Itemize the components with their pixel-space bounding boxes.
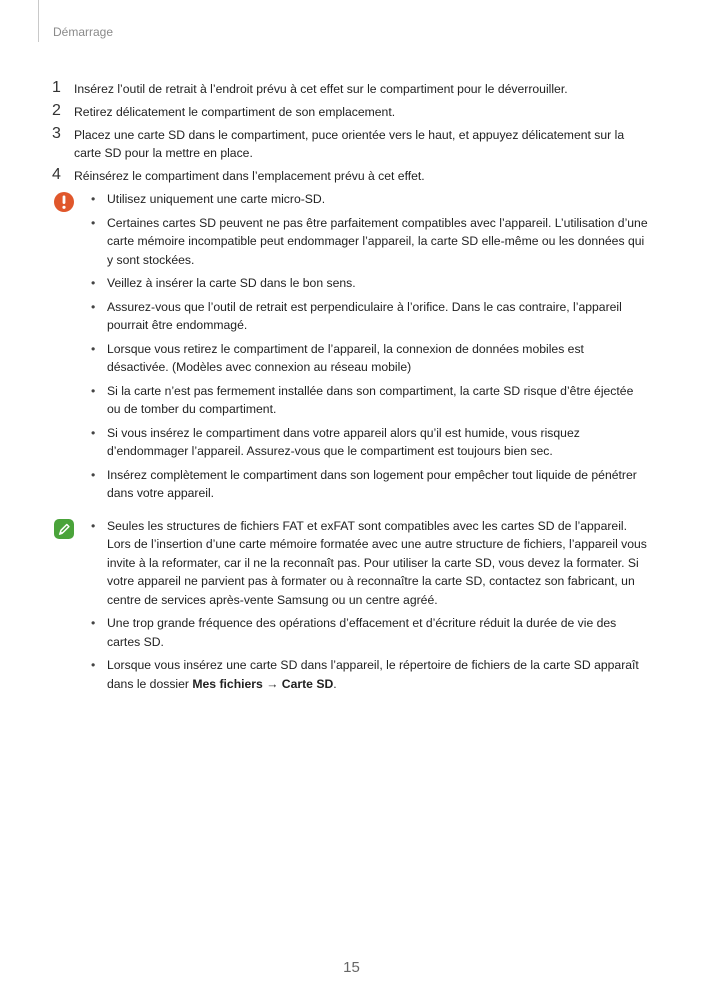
note-text: Lorsque vous insérez une carte SD dans l’appareil, le répertoire de fichiers de la carte SD apparaît dans le dossier xyxy=(107,658,639,691)
list-item: • Si la carte n’est pas fermement installée dans son compartiment, la carte SD risque d’être éjectée ou de tomber du compartiment. xyxy=(88,382,648,419)
note-text-end: . xyxy=(333,676,337,691)
list-item: • Utilisez uniquement une carte micro-SD. xyxy=(88,190,648,209)
note-block xyxy=(52,517,648,694)
note-pencil-icon xyxy=(53,518,75,540)
list-item: • Veillez à insérer la carte SD dans le bon sens. xyxy=(88,274,648,293)
caution-list xyxy=(88,190,648,503)
step-2 xyxy=(52,103,648,121)
page-content xyxy=(52,80,648,698)
caution-block xyxy=(52,190,648,503)
caution-icon-dot xyxy=(62,206,65,209)
step-1 xyxy=(52,80,648,98)
section-title: Démarrage xyxy=(53,25,114,39)
step-number: 2 xyxy=(52,102,61,119)
list-item: • Assurez-vous que l’outil de retrait est perpendiculaire à l’orifice. Dans le cas contraire, l’appareil pourrait être endommagé. xyxy=(88,298,648,335)
caution-icon-bar xyxy=(63,196,66,205)
step-3 xyxy=(52,126,648,162)
step-number: 4 xyxy=(52,166,61,183)
step-text: Réinsérez le compartiment dans l’emplacement prévu à cet effet. xyxy=(74,169,425,183)
note-icon-line xyxy=(60,533,63,534)
header-rule xyxy=(38,0,39,42)
list-item: • Lorsque vous retirez le compartiment de l’appareil, la connexion de données mobiles est désactivée. (Modèles avec connexion au réseau mobile) xyxy=(88,340,648,377)
note-icon-background xyxy=(54,519,74,539)
page-number: 15 xyxy=(343,959,360,976)
step-text: Placez une carte SD dans le compartiment, puce orientée vers le haut, et appuyez délicatement sur la carte SD pour la mettre en place. xyxy=(74,128,625,160)
note-list xyxy=(88,517,648,694)
list-item xyxy=(88,656,648,693)
folder-path: Mes fichiers → Carte SD xyxy=(192,676,334,691)
step-4 xyxy=(52,167,648,185)
list-item: • Si vous insérez le compartiment dans votre appareil alors qu’il est humide, vous risquez d’endommager l’appareil. Assurez-vous que le compartiment est toujours bien sec. xyxy=(88,424,648,461)
list-item: • Certaines cartes SD peuvent ne pas être parfaitement compatibles avec l’appareil. L’utilisation d’une carte mémoire incompatible peut endommager l’appareil, la carte SD elle-même ou les données qui y sont stockées. xyxy=(88,214,648,270)
step-text: Retirez délicatement le compartiment de son emplacement. xyxy=(74,105,396,119)
caution-icon xyxy=(53,191,75,213)
step-number: 1 xyxy=(52,79,61,96)
list-item: • Seules les structures de fichiers FAT et exFAT sont compatibles avec les cartes SD de l’appareil. Lors de l’insertion d’une carte mémoire formatée avec une autre structure de fichiers, l’appareil vous invite à la reformater, car il ne la reconnaît pas. Pour utiliser la carte SD, vous devez la formater. Si votre appareil ne parvient pas à formater ou à reconnaître la carte SD, contactez son fabricant, un centre de services après-vente Samsung ou un centre agréé. xyxy=(88,517,648,610)
list-item: • Une trop grande fréquence des opérations d’effacement et d’écriture réduit la durée de vie des cartes SD. xyxy=(88,614,648,651)
list-item: • Insérez complètement le compartiment dans son logement pour empêcher tout liquide de pénétrer dans votre appareil. xyxy=(88,466,648,503)
step-number: 3 xyxy=(52,125,61,142)
step-text: Insérez l’outil de retrait à l’endroit prévu à cet effet sur le compartiment pour le déverrouiller. xyxy=(74,82,568,96)
